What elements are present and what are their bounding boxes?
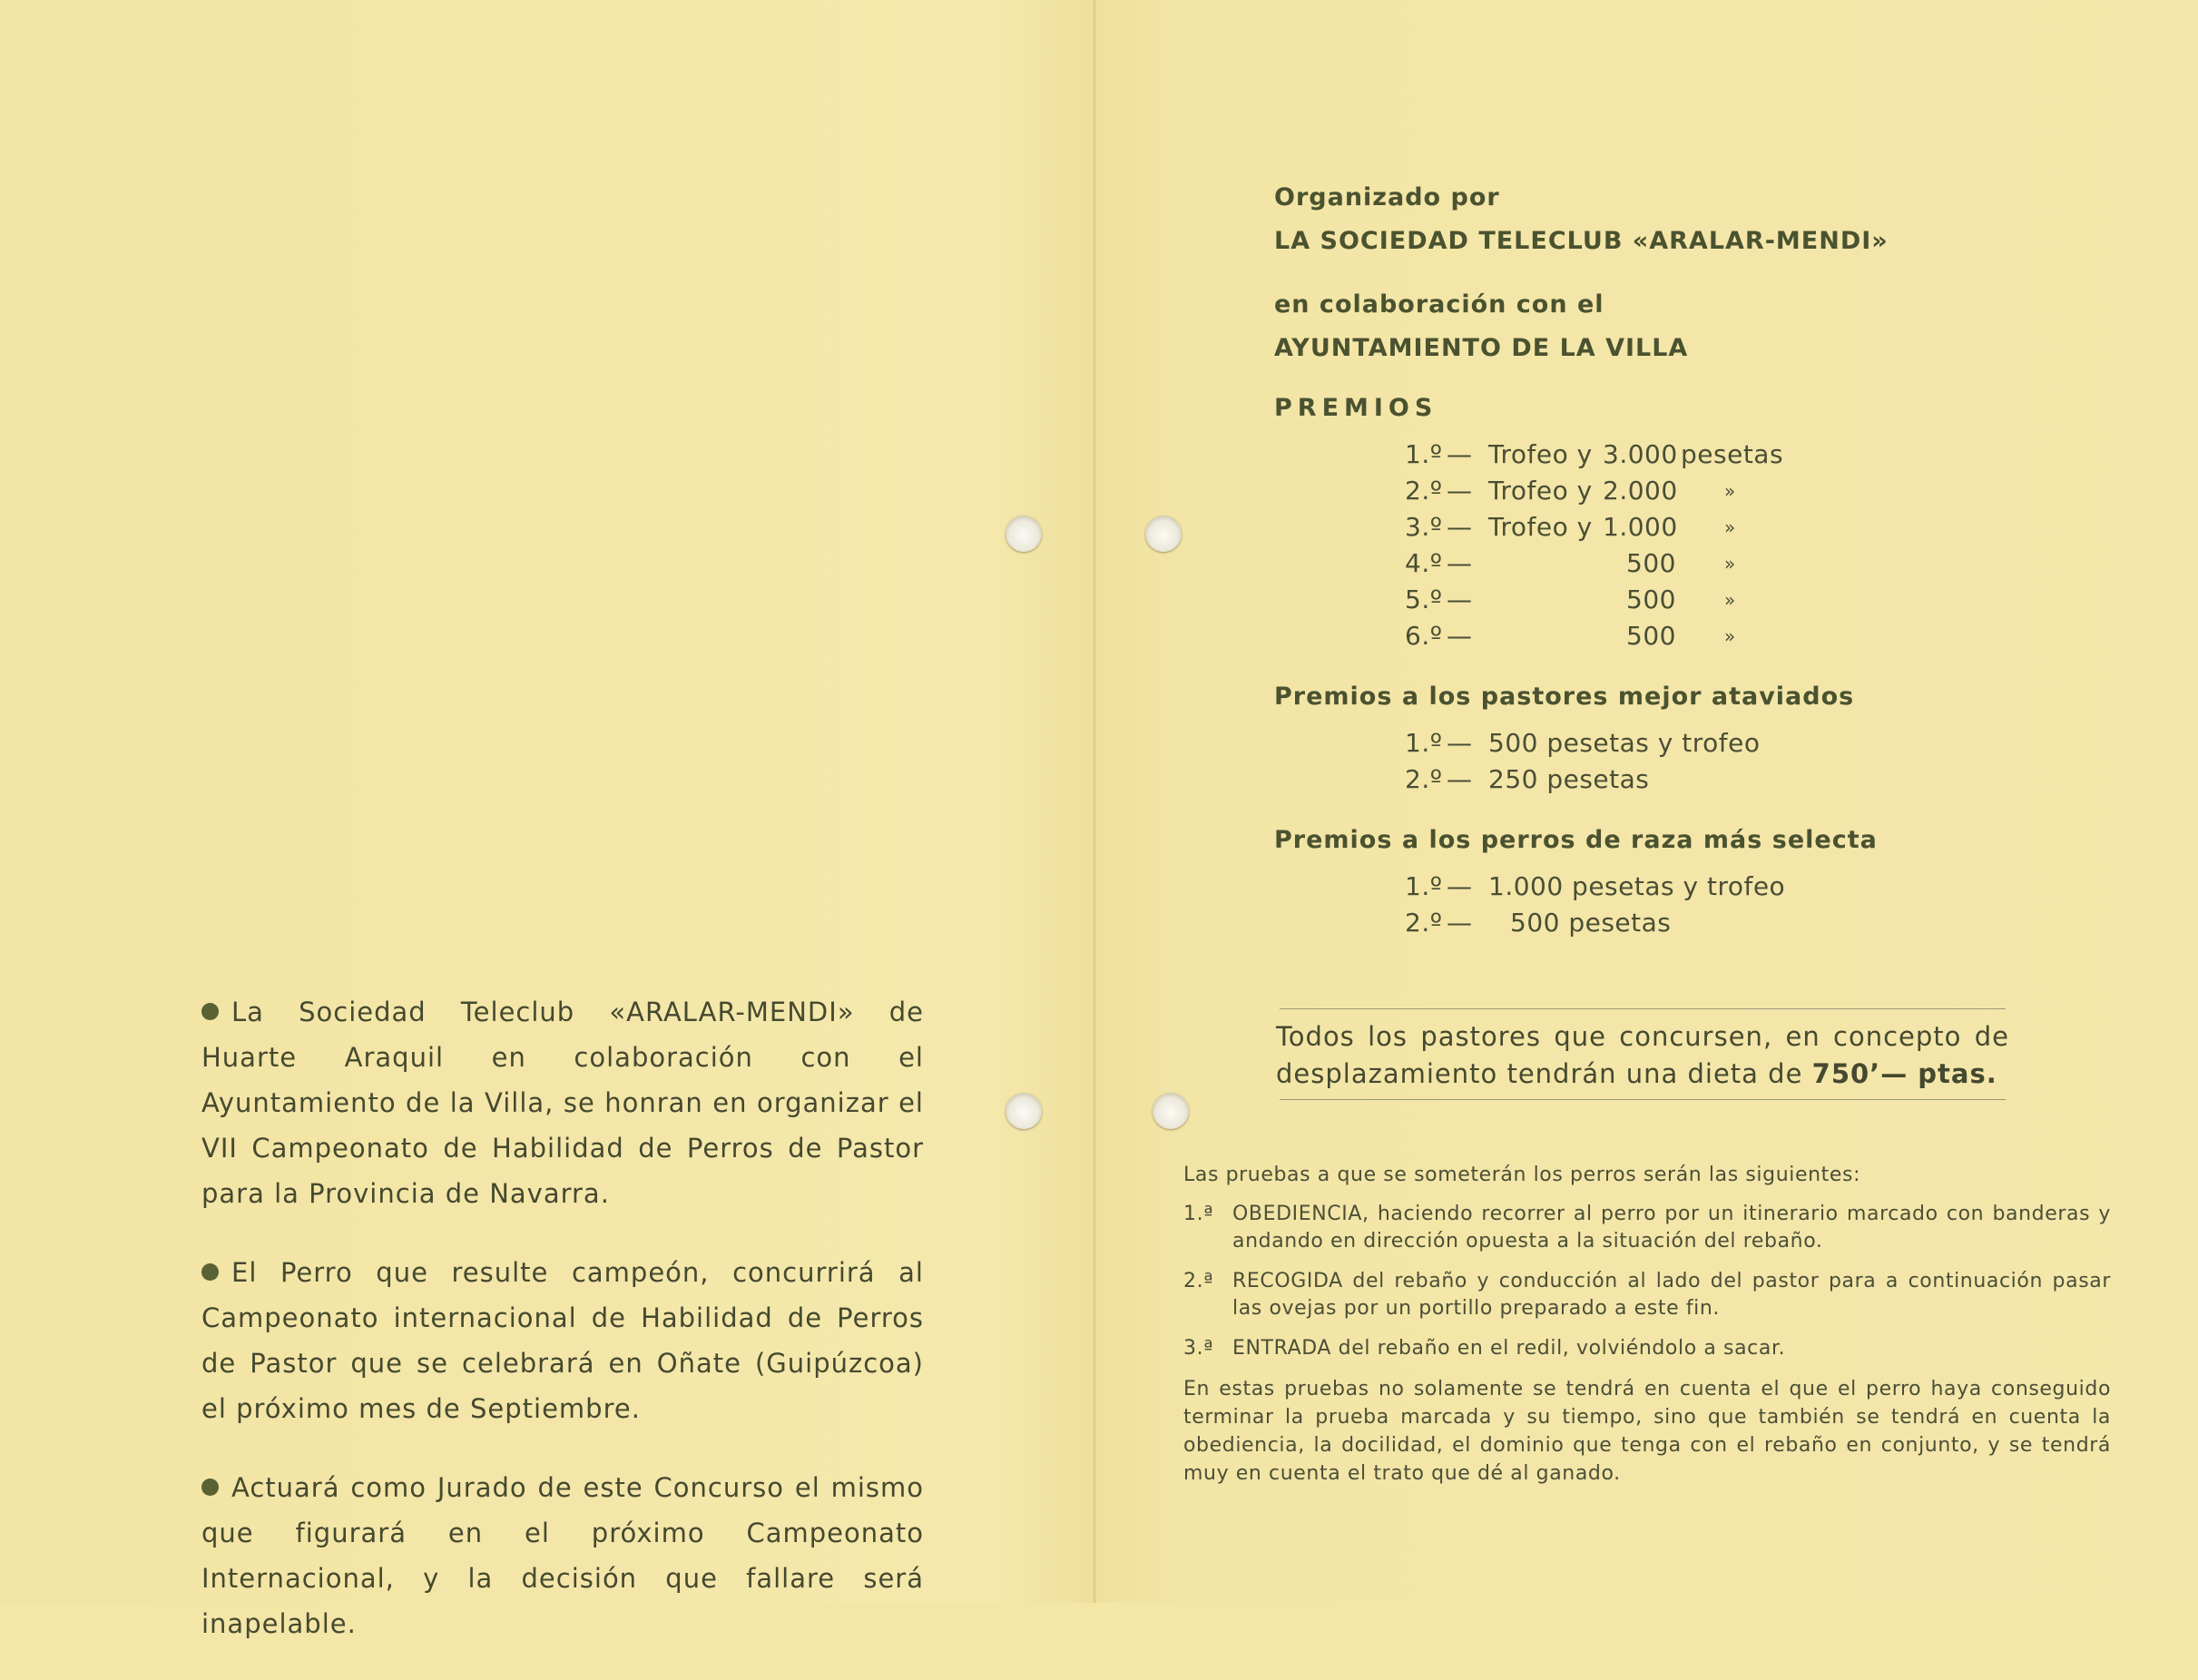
colaboracion-label: en colaboración con el <box>1274 290 1604 319</box>
ayuntamiento-name: AYUNTAMIENTO DE LA VILLA <box>1274 334 1689 362</box>
prize-row: 5.º — 500 » <box>1405 585 1736 614</box>
sociedad-name: LA SOCIEDAD TELECLUB «ARALAR-MENDI» <box>1274 227 1889 255</box>
pastores-title: Premios a los pastores mejor ataviados <box>1274 683 1855 711</box>
bullet-icon <box>201 1479 219 1496</box>
punch-hole <box>1153 1093 1189 1129</box>
pastores-list <box>1405 725 1949 798</box>
prize-row: 2.º — 250 pesetas <box>1405 764 1650 794</box>
prueba-item: 3.ª ENTRADA del rebaño en el redil, volviéndolo a sacar. <box>1183 1337 1786 1360</box>
left-page-text <box>201 989 924 1680</box>
prize-row: 2.º — 500 pesetas <box>1405 908 1672 938</box>
premios-title: PREMIOS <box>1274 394 1438 422</box>
champion-paragraph: El Perro que resulte campeón, concurrirá al Campeonato internacional de Habilidad de Perros de Pastor que se celebrará en Oñate (Guipúzcoa) el próximo mes de Septiembre. <box>201 1257 924 1424</box>
prize-row: 3.º — Trofeo y 1.000 » <box>1405 512 1736 542</box>
perros-title: Premios a los perros de raza más selecta <box>1274 826 1878 854</box>
dieta-amount: 750’— ptas. <box>1811 1058 1997 1089</box>
pruebas-section <box>1183 1164 2111 1488</box>
center-fold <box>1093 0 1096 1603</box>
divider <box>1280 1008 2006 1009</box>
bullet-icon <box>201 1003 219 1020</box>
punch-hole <box>1006 1093 1042 1129</box>
divider <box>1280 1099 2006 1100</box>
bullet-icon <box>201 1263 219 1281</box>
pruebas-final: En estas pruebas no solamente se tendrá en cuenta el que el perro haya conseguido terminar la prueba marcada y su tiempo, sino que también se tendrá en cuenta la obediencia, la docilidad, el dominio que tenga con el rebaño en conjunto, y se tendrá muy en cuenta el trato que dé al ganado. <box>1183 1378 2111 1485</box>
prize-row: 6.º — 500 » <box>1405 621 1736 651</box>
prize-row: 4.º — 500 » <box>1405 548 1736 578</box>
prize-row: 1.º — 500 pesetas y trofeo <box>1405 728 1761 758</box>
dieta-notice: Todos los pastores que concursen, en concepto de desplazamiento tendrán una dieta de 750’— ptas. <box>1276 1021 2009 1089</box>
prize-row: 1.º — 1.000 pesetas y trofeo <box>1405 871 1786 901</box>
prize-row: 2.º — Trofeo y 2.000 » <box>1405 476 1736 506</box>
prueba-item: 2.ª RECOGIDA del rebaño y conducción al lado del pastor para a continuación pasar las ovejas por un portillo preparado a este fin. <box>1183 1270 2111 1320</box>
prize-row: 1.º — Trofeo y 3.000 pesetas <box>1405 439 1784 469</box>
organizado-por-label: Organizado por <box>1274 183 1500 211</box>
intro-paragraph: La Sociedad Teleclub «ARALAR-MENDI» de Huarte Araquil en colaboración con el Ayuntamiento de la Villa, se honran en organizar el VII Campeonato de Habilidad de Perros de Pastor para la Provincia de Navarra. <box>201 997 924 1209</box>
punch-hole <box>1145 516 1182 552</box>
jury-paragraph: Actuará como Jurado de este Concurso el mismo que figurará en el próximo Campeonato Internacional, y la decisión que fallare será inapelable. <box>201 1472 924 1639</box>
prueba-item: 1.ª OBEDIENCIA, haciendo recorrer al perro por un itinerario marcado con banderas y andando en dirección opuesta a la situación del rebaño. <box>1183 1203 2111 1253</box>
punch-hole <box>1006 516 1042 552</box>
pruebas-intro: Las pruebas a que se someterán los perros serán las siguientes: <box>1183 1164 1861 1186</box>
perros-list <box>1405 869 1949 941</box>
premios-list <box>1405 437 1949 654</box>
